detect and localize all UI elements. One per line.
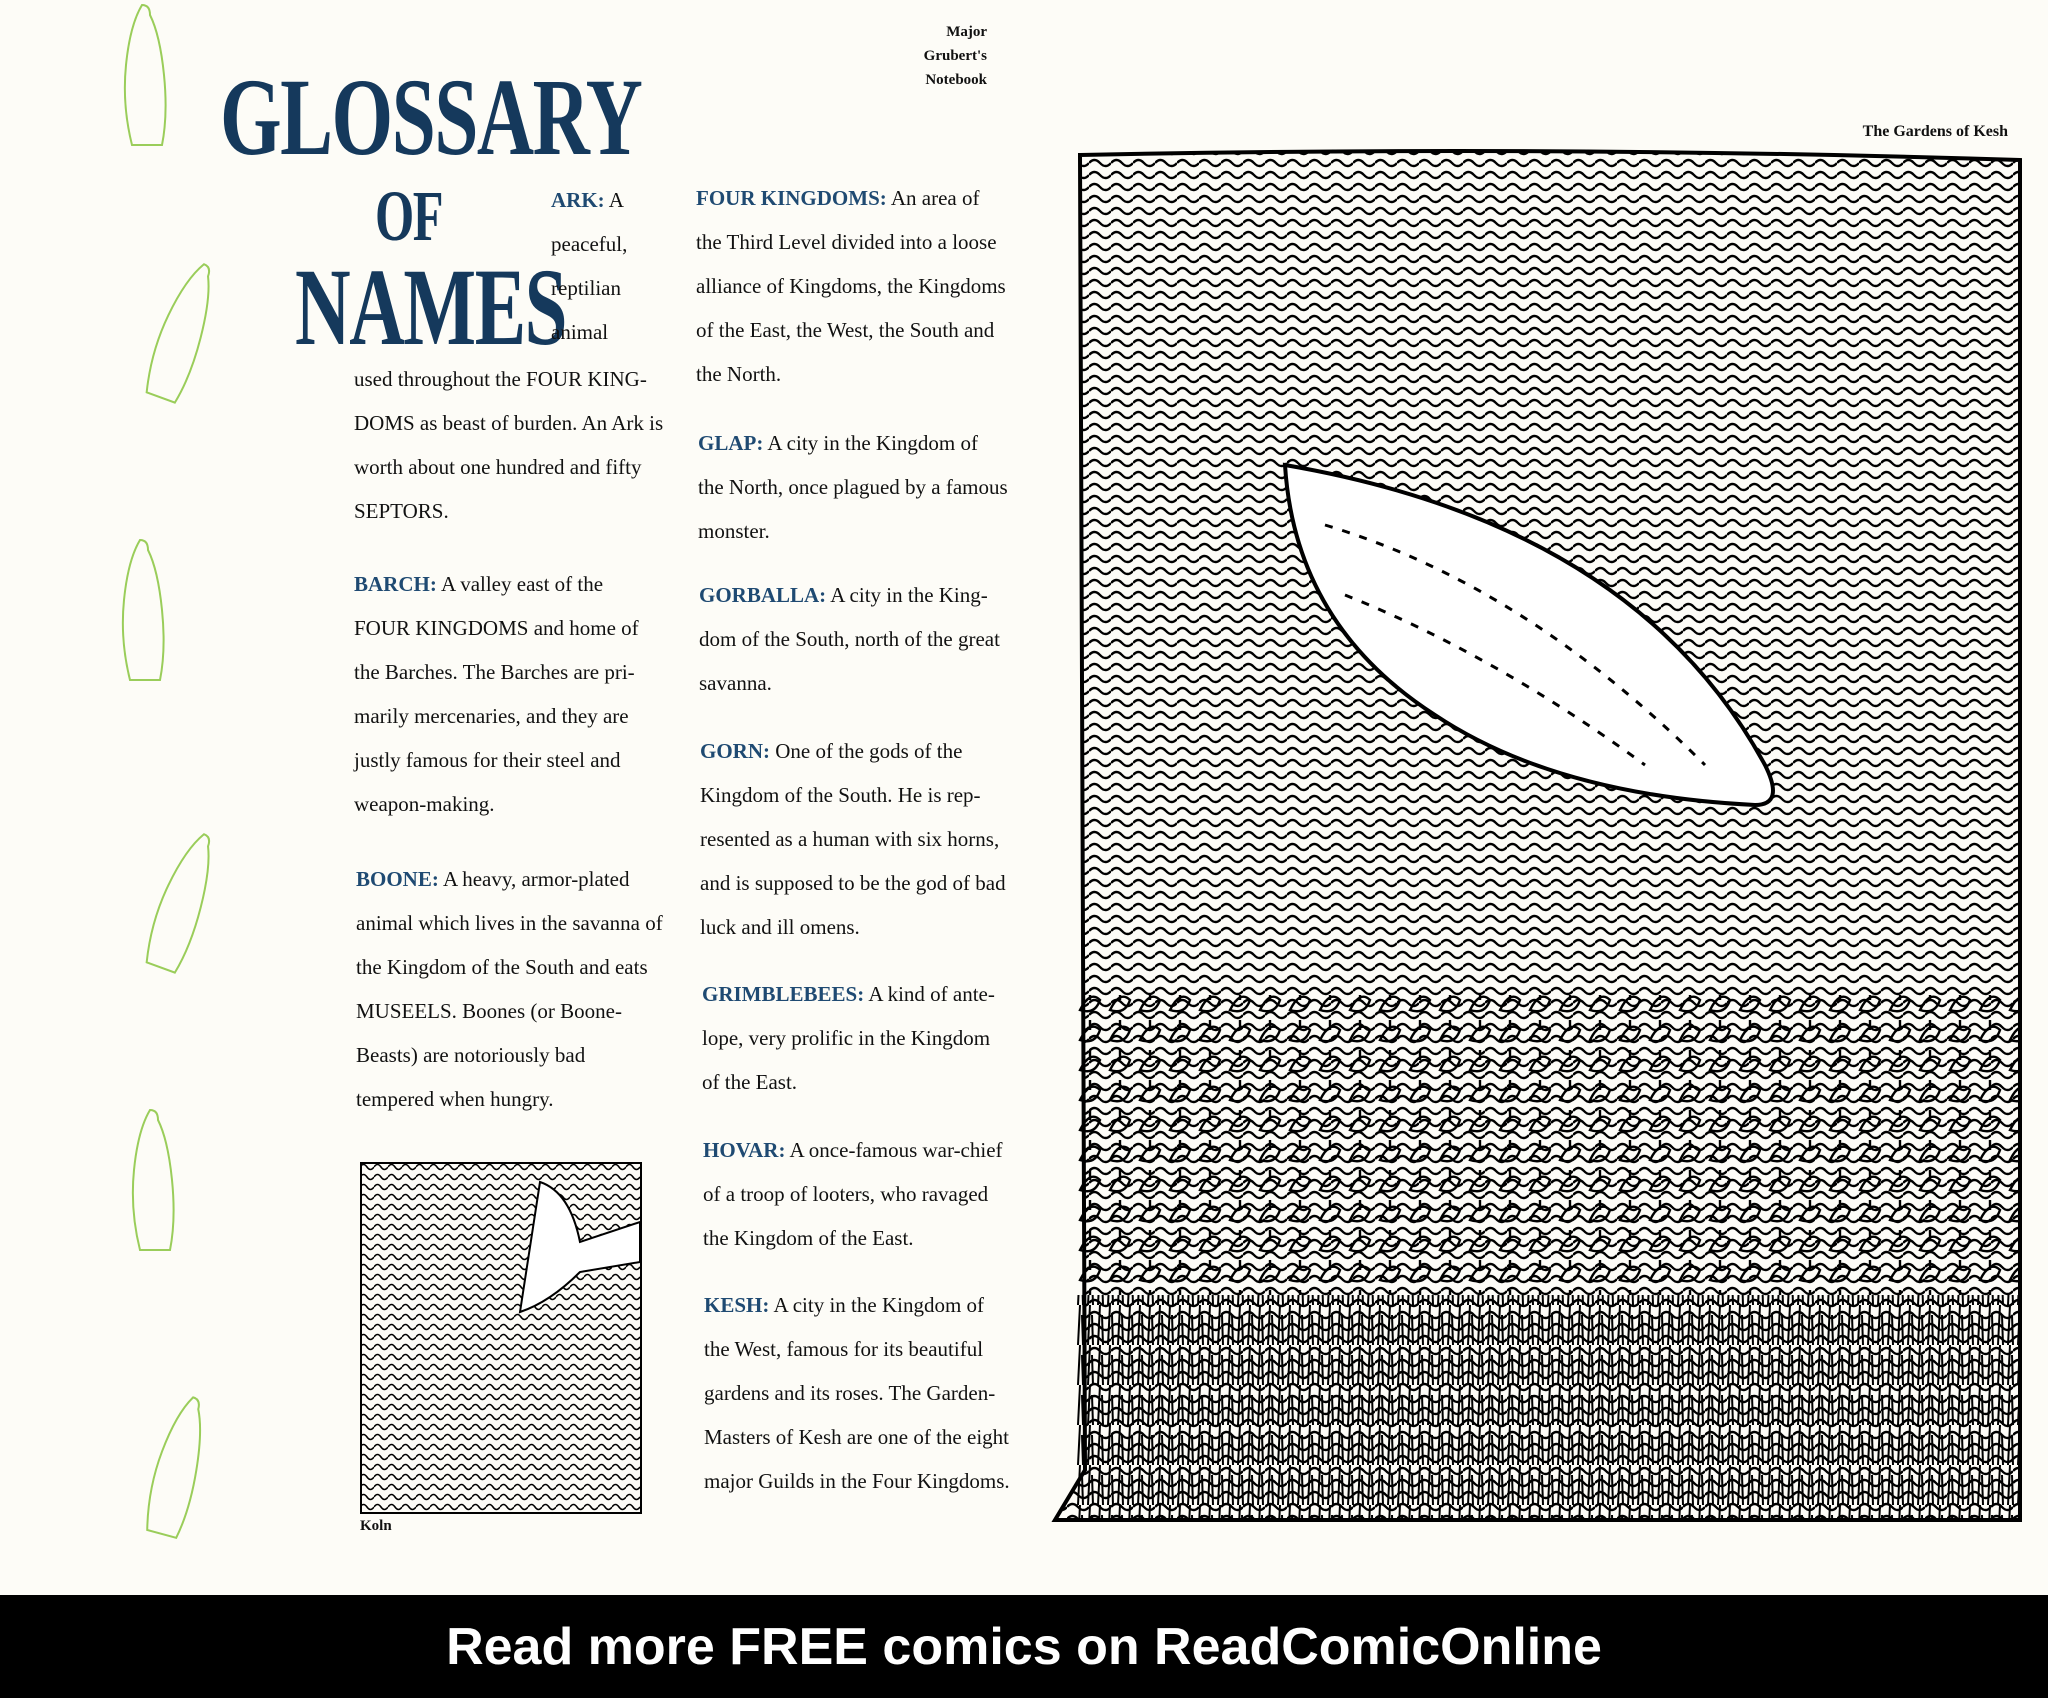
robed-figure-icon [120, 1105, 180, 1255]
notebook-header [860, 20, 987, 92]
entry-text: A peaceful, reptilian animal [551, 188, 628, 344]
entry-term: KESH: [704, 1293, 770, 1317]
entry-text: A city in the Kingdom of the West, famous for its beautiful gardens and its roses. The Garden-Masters of Kesh are one of the eight major Guilds in the Four Kingdoms. [704, 1293, 1010, 1493]
entry-hovar [703, 1128, 1013, 1260]
entry-text: A city in the King-dom of the South, north of the great savanna. [699, 583, 1000, 695]
robed-figure-icon [112, 0, 172, 150]
entry-boone [356, 857, 666, 1121]
entry-kesh [704, 1283, 1014, 1503]
entry-glap [698, 421, 1008, 553]
entry-gorballa [699, 573, 1009, 705]
entry-text: A heavy, armor-plated animal which lives in the savanna of the Kingdom of the South and eats MUSEELS. Boones (or Boone-Beasts) are notoriously bad tempered when hungry. [356, 867, 663, 1111]
entry-text: A kind of ante-lope, very prolific in the Kingdom of the East. [702, 982, 995, 1094]
entry-ark-continued: used throughout the FOUR KING-DOMS as beast of burden. An Ark is worth about one hundred and fifty SEPTORS. [354, 367, 664, 523]
title-of: OF [375, 176, 443, 256]
robed-figure-icon [110, 535, 170, 685]
entry-term: ARK: [551, 188, 605, 212]
entry-term: BARCH: [354, 572, 437, 596]
robed-figure-icon [126, 819, 234, 980]
entry-barch [354, 562, 664, 826]
entry-term: BOONE: [356, 867, 439, 891]
gardens-of-kesh-illustration [1045, 145, 2030, 1525]
entry-text: A valley east of the FOUR KINGDOMS and home of the Barches. The Barches are pri-marily mercenaries, and they are justly famous for their steel and weapon-making. [354, 572, 639, 816]
entry-text: One of the gods of the Kingdom of the South. He is rep-resented as a human with six horns, and is supposed to be the god of bad luck and ill omens. [700, 739, 1006, 939]
entry-grimblebees [702, 972, 1012, 1104]
header-line: Notebook [925, 72, 987, 88]
entry-term: GRIMBLEBEES: [702, 982, 865, 1006]
entry-text: A once-famous war-chief of a troop of looters, who ravaged the Kingdom of the East. [703, 1138, 1003, 1250]
title-names: NAMES [295, 246, 567, 368]
header-line: Grubert's [923, 48, 987, 64]
robed-figure-icon [127, 1385, 224, 1545]
entry-four-kingdoms [696, 176, 1006, 396]
entry-term: GORN: [700, 739, 770, 763]
entry-term: FOUR KINGDOMS: [696, 186, 887, 210]
entry-text: A city in the Kingdom of the North, once plagued by a famous monster. [698, 431, 1008, 543]
header-line: Major [946, 24, 987, 40]
entry-term: HOVAR: [703, 1138, 786, 1162]
gardens-caption: The Gardens of Kesh [1862, 123, 2008, 140]
entry-gorn [700, 729, 1010, 949]
read-more-banner[interactable]: Read more FREE comics on ReadComicOnline [0, 1595, 2048, 1698]
entry-term: GORBALLA: [699, 583, 827, 607]
entry-term: GLAP: [698, 431, 764, 455]
koln-illustration [360, 1162, 642, 1514]
entry-ark [551, 178, 661, 354]
entry-text: An area of the Third Level divided into a loose alliance of Kingdoms, the Kingdoms of the East, the West, the South and the North. [696, 186, 1006, 386]
title-glossary: GLOSSARY [220, 56, 642, 178]
koln-caption: Koln [360, 1518, 392, 1534]
robed-figure-icon [126, 249, 234, 410]
